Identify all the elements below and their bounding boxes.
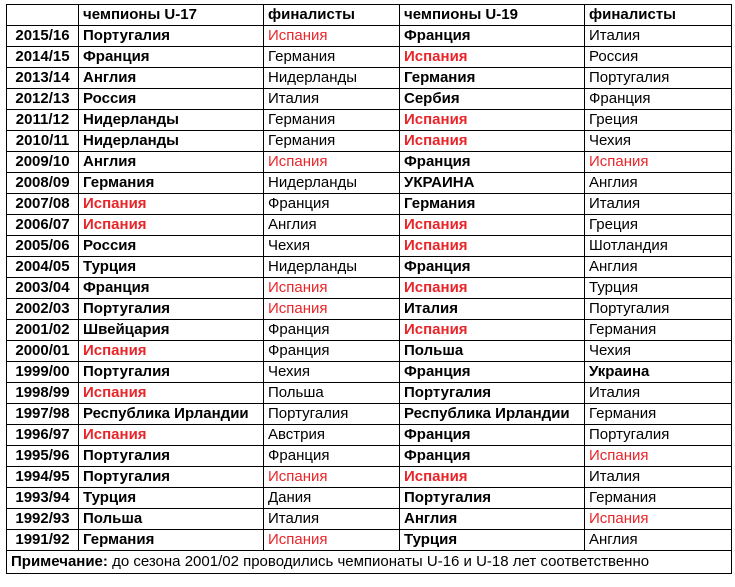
u17-finalist-cell: Франция [264, 194, 400, 215]
season-cell: 2008/09 [7, 173, 79, 194]
u19-champion-cell: Испания [400, 110, 585, 131]
u17-finalist-cell: Нидерланды [264, 257, 400, 278]
u17-finalist-cell: Дания [264, 488, 400, 509]
u17-champion-cell: Германия [79, 173, 264, 194]
u17-finalist-cell: Франция [264, 320, 400, 341]
table-row [7, 68, 732, 89]
header-u17-champions: чемпионы U-17 [79, 5, 264, 26]
season-cell: 2005/06 [7, 236, 79, 257]
table-row [7, 215, 732, 236]
table-row [7, 530, 732, 551]
u19-champion-cell: Испания [400, 131, 585, 152]
u17-finalist-cell: Нидерланды [264, 173, 400, 194]
u17-champion-cell: Франция [79, 47, 264, 68]
u17-finalist-cell: Франция [264, 446, 400, 467]
table-row [7, 278, 732, 299]
u19-champion-cell: Испания [400, 215, 585, 236]
u19-finalist-cell: Италия [585, 467, 732, 488]
table-body [7, 26, 732, 551]
u19-champion-cell: Франция [400, 152, 585, 173]
table-row [7, 362, 732, 383]
u17-champion-cell: Республика Ирландии [79, 404, 264, 425]
u19-finalist-cell: Англия [585, 530, 732, 551]
u19-champion-cell: Франция [400, 362, 585, 383]
u19-finalist-cell: Германия [585, 488, 732, 509]
season-cell: 2004/05 [7, 257, 79, 278]
u17-finalist-cell: Италия [264, 89, 400, 110]
u17-finalist-cell: Германия [264, 131, 400, 152]
u17-finalist-cell: Испания [264, 152, 400, 173]
table-row [7, 320, 732, 341]
u17-champion-cell: Германия [79, 530, 264, 551]
u17-champion-cell: Англия [79, 68, 264, 89]
table-row [7, 446, 732, 467]
champions-table [6, 4, 732, 574]
u19-finalist-cell: Франция [585, 89, 732, 110]
u17-champion-cell: Турция [79, 488, 264, 509]
u19-finalist-cell: Шотландия [585, 236, 732, 257]
season-cell: 1997/98 [7, 404, 79, 425]
u19-finalist-cell: Испания [585, 446, 732, 467]
u17-champion-cell: Испания [79, 425, 264, 446]
u19-finalist-cell: Россия [585, 47, 732, 68]
season-cell: 2002/03 [7, 299, 79, 320]
season-cell: 1996/97 [7, 425, 79, 446]
season-cell: 2007/08 [7, 194, 79, 215]
u19-champion-cell: Республика Ирландии [400, 404, 585, 425]
note-label: Примечание: [11, 553, 108, 570]
season-cell: 1992/93 [7, 509, 79, 530]
u17-champion-cell: Португалия [79, 446, 264, 467]
table-row [7, 173, 732, 194]
table-row [7, 467, 732, 488]
table-row [7, 488, 732, 509]
season-cell: 1993/94 [7, 488, 79, 509]
u19-champion-cell: Франция [400, 26, 585, 47]
header-u19-finalists: финалисты [585, 5, 732, 26]
u19-finalist-cell: Греция [585, 215, 732, 236]
u17-champion-cell: Россия [79, 236, 264, 257]
note-text: до сезона 2001/02 проводились чемпионаты U-16 и U-18 лет соответственно [107, 553, 650, 570]
season-cell: 1995/96 [7, 446, 79, 467]
u19-champion-cell: Испания [400, 320, 585, 341]
season-cell: 2010/11 [7, 131, 79, 152]
u19-champion-cell: Италия [400, 299, 585, 320]
season-cell: 2013/14 [7, 68, 79, 89]
u19-finalist-cell: Турция [585, 278, 732, 299]
season-cell: 2006/07 [7, 215, 79, 236]
season-cell: 2012/13 [7, 89, 79, 110]
u17-finalist-cell: Австрия [264, 425, 400, 446]
u17-finalist-cell: Испания [264, 530, 400, 551]
header-season [7, 5, 79, 26]
table-row [7, 383, 732, 404]
u17-champion-cell: Испания [79, 341, 264, 362]
table-row [7, 236, 732, 257]
u19-champion-cell: Испания [400, 236, 585, 257]
u17-finalist-cell: Германия [264, 110, 400, 131]
season-cell: 2011/12 [7, 110, 79, 131]
season-cell: 2009/10 [7, 152, 79, 173]
u19-finalist-cell: Украина [585, 362, 732, 383]
season-cell: 2003/04 [7, 278, 79, 299]
u19-champion-cell: Франция [400, 446, 585, 467]
u17-finalist-cell: Испания [264, 299, 400, 320]
u19-champion-cell: Франция [400, 257, 585, 278]
u17-finalist-cell: Англия [264, 215, 400, 236]
season-cell: 1991/92 [7, 530, 79, 551]
u17-champion-cell: Нидерланды [79, 131, 264, 152]
table-row [7, 110, 732, 131]
u17-champion-cell: Нидерланды [79, 110, 264, 131]
u19-champion-cell: Португалия [400, 383, 585, 404]
u19-finalist-cell: Германия [585, 404, 732, 425]
u17-finalist-cell: Чехия [264, 236, 400, 257]
u17-champion-cell: Россия [79, 89, 264, 110]
header-u19-champions: чемпионы U-19 [400, 5, 585, 26]
season-cell: 1999/00 [7, 362, 79, 383]
table-row [7, 89, 732, 110]
u19-finalist-cell: Чехия [585, 341, 732, 362]
u19-finalist-cell: Чехия [585, 131, 732, 152]
u17-champion-cell: Польша [79, 509, 264, 530]
u17-finalist-cell: Германия [264, 47, 400, 68]
u17-finalist-cell: Нидерланды [264, 68, 400, 89]
table-row [7, 26, 732, 47]
u19-champion-cell: Германия [400, 194, 585, 215]
u17-finalist-cell: Италия [264, 509, 400, 530]
u19-champion-cell: Германия [400, 68, 585, 89]
u17-champion-cell: Португалия [79, 26, 264, 47]
u17-champion-cell: Испания [79, 383, 264, 404]
u19-champion-cell: Испания [400, 467, 585, 488]
table-row [7, 509, 732, 530]
note-cell [7, 551, 732, 574]
header-u17-finalists: финалисты [264, 5, 400, 26]
u19-finalist-cell: Германия [585, 320, 732, 341]
season-cell: 2001/02 [7, 320, 79, 341]
u17-champion-cell: Португалия [79, 467, 264, 488]
table-row [7, 341, 732, 362]
note-row [7, 551, 732, 574]
u19-finalist-cell: Португалия [585, 299, 732, 320]
u17-finalist-cell: Испания [264, 467, 400, 488]
u19-champion-cell: Сербия [400, 89, 585, 110]
u17-champion-cell: Турция [79, 257, 264, 278]
u17-champion-cell: Испания [79, 215, 264, 236]
u17-champion-cell: Португалия [79, 299, 264, 320]
u19-champion-cell: Испания [400, 47, 585, 68]
table-row [7, 131, 732, 152]
u19-champion-cell: Испания [400, 278, 585, 299]
u17-champion-cell: Португалия [79, 362, 264, 383]
table-row [7, 404, 732, 425]
u17-champion-cell: Швейцария [79, 320, 264, 341]
u19-champion-cell: Франция [400, 425, 585, 446]
u17-finalist-cell: Чехия [264, 362, 400, 383]
results-table-wrapper [6, 4, 732, 574]
u19-finalist-cell: Италия [585, 26, 732, 47]
u19-finalist-cell: Италия [585, 194, 732, 215]
season-cell: 2014/15 [7, 47, 79, 68]
season-cell: 2015/16 [7, 26, 79, 47]
u17-finalist-cell: Польша [264, 383, 400, 404]
u19-champion-cell: Англия [400, 509, 585, 530]
u19-finalist-cell: Португалия [585, 425, 732, 446]
u19-finalist-cell: Испания [585, 152, 732, 173]
u17-champion-cell: Испания [79, 194, 264, 215]
u19-champion-cell: Турция [400, 530, 585, 551]
u19-finalist-cell: Португалия [585, 68, 732, 89]
table-row [7, 257, 732, 278]
u19-finalist-cell: Испания [585, 509, 732, 530]
table-row [7, 152, 732, 173]
u17-champion-cell: Франция [79, 278, 264, 299]
table-row [7, 47, 732, 68]
u19-champion-cell: Португалия [400, 488, 585, 509]
header-row [7, 5, 732, 26]
u19-finalist-cell: Греция [585, 110, 732, 131]
u19-finalist-cell: Англия [585, 257, 732, 278]
u17-finalist-cell: Испания [264, 278, 400, 299]
table-row [7, 194, 732, 215]
season-cell: 2000/01 [7, 341, 79, 362]
u19-champion-cell: УКРАИНА [400, 173, 585, 194]
season-cell: 1994/95 [7, 467, 79, 488]
u19-finalist-cell: Италия [585, 383, 732, 404]
u17-finalist-cell: Франция [264, 341, 400, 362]
u17-champion-cell: Англия [79, 152, 264, 173]
table-row [7, 299, 732, 320]
u17-finalist-cell: Португалия [264, 404, 400, 425]
table-row [7, 425, 732, 446]
u17-finalist-cell: Испания [264, 26, 400, 47]
season-cell: 1998/99 [7, 383, 79, 404]
u19-finalist-cell: Англия [585, 173, 732, 194]
u19-champion-cell: Польша [400, 341, 585, 362]
